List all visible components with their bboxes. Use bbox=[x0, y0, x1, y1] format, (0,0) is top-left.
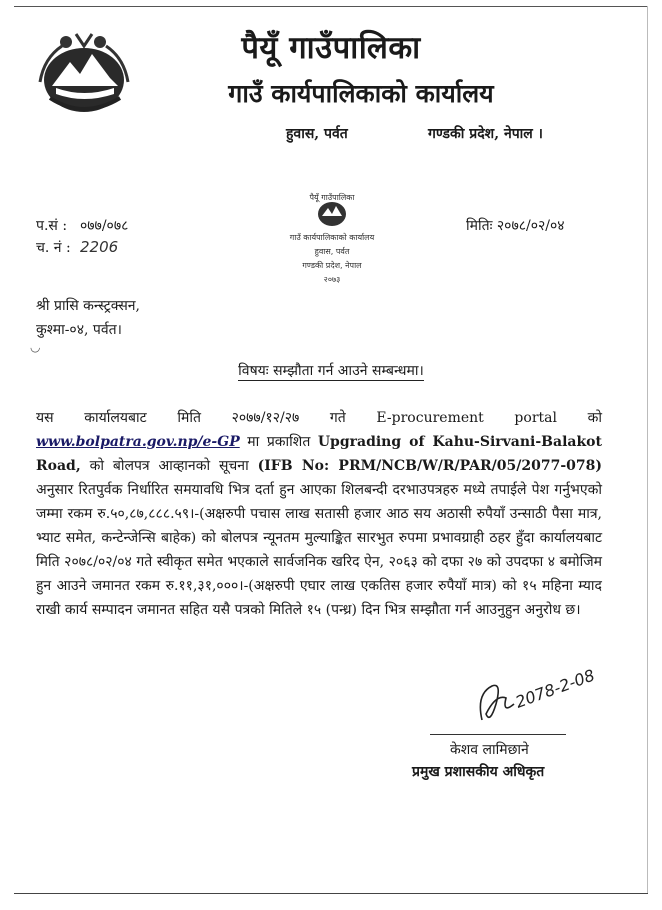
ps-value: ०७७/०७८ bbox=[80, 218, 129, 234]
signature-line bbox=[430, 734, 566, 735]
reference-chn bbox=[36, 238, 118, 257]
right-edge bbox=[647, 6, 648, 894]
date-label: मितिः bbox=[466, 218, 493, 234]
date-value: २०७८/०२/०४ bbox=[496, 218, 565, 234]
ps-label: प.सं : bbox=[36, 218, 68, 234]
subject-text: विषयः सम्झौता गर्न आउने सम्बन्धमा। bbox=[238, 363, 424, 379]
signature-date: 2078-2-08 bbox=[512, 665, 598, 712]
bottom-border bbox=[14, 893, 648, 894]
margin-mark: ◡ bbox=[30, 340, 41, 354]
body-part-4: अनुसार रितपुर्वक निर्धारित समयावधि भित्र दर्ता हुन आएका शिलबन्दी दरभाउपत्रहरु मध्ये तपाईले पेश गर्नुभएको जम्मा रकम रु.५०,८७,८८८.५९।-(अक्षरुपी पचास लाख सतासी हजार आठ सय अठासी रुपैयाँ उन्साठी पैसा मात्र, भ्याट समेत, कन्टेन्जेन्सि बाहेक) को बोलपत्र न्यूनतम मुल्याङ्कित सारभुत रुपमा प्रभावग्राही ठहर हुँदा कार्यालयबाट मिति २०७८/०२/०४ गते स्वीकृत समेत भएकाले सार्वजनिक खरिद ऐन, २०६३ को दफा २७ को उपदफा ४ बमोजिम हुन आउने जमानत रकम रु.११,३१,०००।-(अक्षरुपी एघार लाख एकतिस हजार रुपैयाँ मात्र) को १५ महिना म्याद राखी कार्य सम्पादन जमानत सहित यसै पत्रको मितिले १५ (पन्ध्र) दिन भित्र सम्झौता गर्न आउनुहुन अनुरोध छ। bbox=[36, 482, 602, 618]
addressee-address: कुश्मा-०४, पर्वत। bbox=[36, 322, 122, 338]
top-border bbox=[14, 6, 648, 7]
bolpatra-link[interactable]: www.bolpatra.gov.np/e-GP bbox=[36, 434, 240, 450]
addressee-block bbox=[36, 294, 140, 342]
body-part-3: को बोलपत्र आव्हानको सूचना bbox=[80, 458, 258, 474]
stamp-year: २०७३ bbox=[323, 275, 341, 284]
subject-line bbox=[0, 361, 662, 380]
reference-ps bbox=[36, 216, 128, 235]
office-address-local: हुवास, पर्वत bbox=[286, 126, 348, 142]
ifb-number: (IFB No: PRM/NCB/W/R/PAR/05/2077-078) bbox=[257, 458, 603, 474]
body-part-2: मा प्रकाशित bbox=[239, 434, 318, 450]
project-name: Upgrading of Kahu-Sirvani-Balakot Road, bbox=[36, 434, 602, 474]
body-part-1: यस कार्यालयबाट मिति २०७७/१२/२७ गते E-procurement portal को bbox=[36, 410, 602, 426]
handwritten-signature bbox=[462, 664, 598, 734]
letter-date bbox=[466, 216, 565, 235]
letter-body bbox=[36, 406, 602, 622]
office-subtitle: गाउँ कार्यपालिकाको कार्यालय bbox=[228, 79, 494, 108]
addressee-name: श्री प्रासि कन्स्ट्रक्सन, bbox=[36, 298, 141, 314]
stamp-line2: गाउँ कार्यपालिकाको कार्यालय bbox=[289, 233, 375, 242]
chn-value: 2206 bbox=[80, 238, 119, 256]
office-address-province: गण्डकी प्रदेश, नेपाल । bbox=[428, 126, 543, 142]
office-stamp bbox=[268, 192, 396, 296]
stamp-line4: गण्डकी प्रदेश, नेपाल bbox=[302, 261, 362, 270]
signer-name: केशव लामिछाने bbox=[450, 742, 529, 758]
chn-label: च. नं : bbox=[36, 240, 71, 256]
signer-title: प्रमुख प्रशासकीय अधिकृत bbox=[412, 764, 545, 780]
office-name: पैयूँ गाउँपालिका bbox=[241, 30, 421, 66]
stamp-line3: हुवास, पर्वत bbox=[314, 247, 350, 256]
stamp-line1: पैयूँ गाउँपालिका bbox=[309, 193, 355, 202]
